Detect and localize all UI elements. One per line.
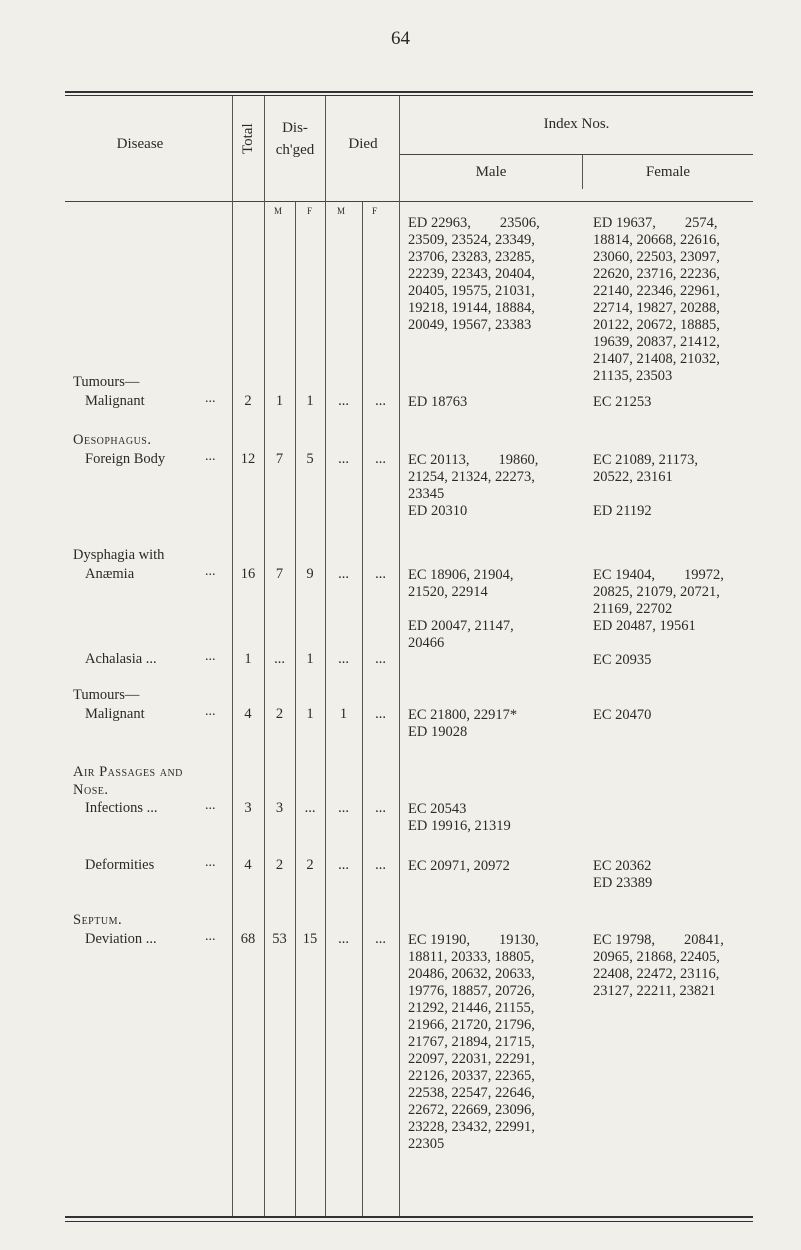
- header-total: Total: [240, 123, 256, 154]
- cell-dis-f: 1: [306, 706, 314, 722]
- leader-dots: ...: [205, 449, 216, 464]
- cell-dis-m: 7: [275, 566, 284, 582]
- cell-dis-m: 7: [275, 451, 284, 467]
- cell-died-m: ...: [338, 451, 349, 467]
- row-heading: Tumours—: [73, 374, 140, 390]
- cell-died-f: ...: [375, 706, 386, 722]
- cell-died-f: ...: [375, 800, 386, 816]
- leader-dots: ...: [205, 798, 216, 813]
- cell-index-female: EC 21089, 21173, 20522, 23161 ED 21192: [593, 452, 698, 519]
- cell-dis-f: 2: [306, 857, 314, 873]
- header-disease: Disease: [116, 136, 164, 152]
- cell-index-female: EC 19798, 20841, 20965, 21868, 22405, 22408, 22472, 23116, 23127, 22211, 23821: [593, 932, 724, 999]
- cell-dis-m: 53: [272, 931, 287, 947]
- cell-dis-f: 1: [306, 393, 314, 409]
- header-died: Died: [348, 136, 378, 152]
- leader-dots: ...: [205, 391, 216, 406]
- cell-total: 4: [244, 706, 252, 722]
- cell-index-male: EC 20971, 20972: [408, 858, 510, 874]
- index-male-continued: ED 22963, 23506, 23509, 23524, 23349, 23706, 23283, 23285, 22239, 22343, 20404, 20405, 19575, 21031, 19218, 19144, 18884, 20049, 19567, 23383: [408, 215, 540, 333]
- row-heading: Oesophagus.: [73, 432, 152, 448]
- cell-dis-f: 1: [306, 651, 314, 667]
- header-discharged-m: M: [274, 206, 284, 216]
- row-label: Anæmia: [85, 566, 135, 582]
- leader-dots: ...: [205, 929, 216, 944]
- cell-total: 3: [244, 800, 252, 816]
- cell-dis-m: 2: [275, 706, 284, 722]
- leader-dots: ...: [205, 649, 216, 664]
- cell-total: 12: [240, 451, 256, 467]
- index-female-continued: ED 19637, 2574, 18814, 20668, 22616, 23060, 22503, 23097, 22620, 23716, 22236, 22140, 22346, 22961, 22714, 19827, 20288, 20122, 20672, 18885, 19639, 20837, 21412, 21407, 21408, 21032, 21135, 23503: [593, 215, 720, 384]
- cell-index-male: EC 18906, 21904, 21520, 22914 ED 20047, 21147, 20466: [408, 567, 514, 651]
- table-bottom-rule: [65, 1216, 753, 1218]
- header-female: Female: [645, 164, 691, 180]
- cell-total: 1: [244, 651, 252, 667]
- cell-dis-m: 3: [275, 800, 284, 816]
- header-died-f: F: [372, 206, 379, 216]
- index-subheader-rule: [400, 154, 753, 155]
- page-number: 64: [391, 28, 410, 49]
- row-label: Foreign Body: [85, 451, 166, 467]
- row-label: Malignant: [85, 706, 145, 722]
- cell-died-m: 1: [339, 706, 348, 722]
- cell-dis-f: 9: [306, 566, 314, 582]
- row-heading: Septum.: [73, 912, 123, 928]
- cell-died-f: ...: [375, 857, 386, 873]
- row-label: Infections ...: [85, 800, 158, 816]
- header-died-m: M: [337, 206, 347, 216]
- cell-index-male: EC 21800, 22917* ED 19028: [408, 707, 518, 740]
- header-bottom-rule: [65, 201, 753, 202]
- cell-total: 2: [244, 393, 252, 409]
- row-heading: Air Passages and Nose.: [73, 764, 183, 798]
- cell-died-m: ...: [338, 393, 349, 409]
- cell-index-female: EC 20362 ED 23389: [593, 858, 653, 891]
- cell-index-male: ED 18763: [408, 394, 468, 410]
- header-discharged-f: F: [307, 206, 314, 216]
- cell-index-female: EC 19404, 19972, 20825, 21079, 20721, 21169, 22702 ED 20487, 19561: [593, 567, 724, 634]
- cell-died-f: ...: [375, 651, 386, 667]
- cell-dis-m: 2: [275, 857, 284, 873]
- row-label: Achalasia ...: [85, 651, 157, 667]
- header-male: Male: [475, 164, 507, 180]
- row-label: Malignant: [85, 393, 145, 409]
- cell-died-m: ...: [338, 857, 349, 873]
- table-top-rule: [65, 91, 753, 93]
- cell-dis-f: ...: [304, 800, 316, 816]
- cell-died-m: ...: [338, 566, 349, 582]
- cell-died-f: ...: [375, 393, 386, 409]
- cell-died-f: ...: [375, 566, 386, 582]
- cell-total: 4: [244, 857, 252, 873]
- header-index-nos: Index Nos.: [543, 116, 610, 132]
- header-discharged-line2: ch'ged: [275, 142, 315, 158]
- cell-died-m: ...: [338, 651, 349, 667]
- leader-dots: ...: [205, 855, 216, 870]
- leader-dots: ...: [205, 564, 216, 579]
- cell-dis-f: 5: [306, 451, 314, 467]
- row-heading: Tumours—: [73, 687, 140, 703]
- table-bottom-rule-thin: [65, 1221, 753, 1222]
- cell-died-f: ...: [375, 931, 386, 947]
- cell-dis-m: 1: [275, 393, 284, 409]
- cell-died-m: ...: [338, 800, 349, 816]
- cell-index-male: EC 20543 ED 19916, 21319: [408, 801, 511, 834]
- header-discharged-line1: Dis-: [282, 120, 308, 136]
- table-top-rule-thin: [65, 95, 753, 96]
- cell-index-female: EC 21253: [593, 394, 652, 410]
- leader-dots: ...: [205, 704, 216, 719]
- row-label: Deformities: [85, 857, 155, 873]
- cell-died-f: ...: [375, 451, 386, 467]
- row-label: Deviation ...: [85, 931, 157, 947]
- cell-index-male: EC 20113, 19860, 21254, 21324, 22273, 23345 ED 20310: [408, 452, 539, 519]
- cell-total: 68: [240, 931, 256, 947]
- cell-died-m: ...: [338, 931, 349, 947]
- cell-index-female: EC 20935: [593, 652, 652, 668]
- row-heading: Dysphagia with: [73, 547, 165, 563]
- cell-total: 16: [240, 566, 256, 582]
- cell-dis-m: ...: [274, 651, 285, 667]
- cell-index-male: EC 19190, 19130, 18811, 20333, 18805, 20486, 20632, 20633, 19776, 18857, 20726, 21292, 21446, 21155, 21966, 21720, 21796, 21767, 21894, 21715, 22097, 22031, 22291, 22126, 20337, 22365, 22538, 22547, 22646, 22672, 22669, 23096, 23228, 23432, 22991, 22305: [408, 932, 539, 1152]
- cell-index-female: EC 20470: [593, 707, 652, 723]
- column-divider: [399, 96, 400, 1216]
- cell-dis-f: 15: [302, 931, 318, 947]
